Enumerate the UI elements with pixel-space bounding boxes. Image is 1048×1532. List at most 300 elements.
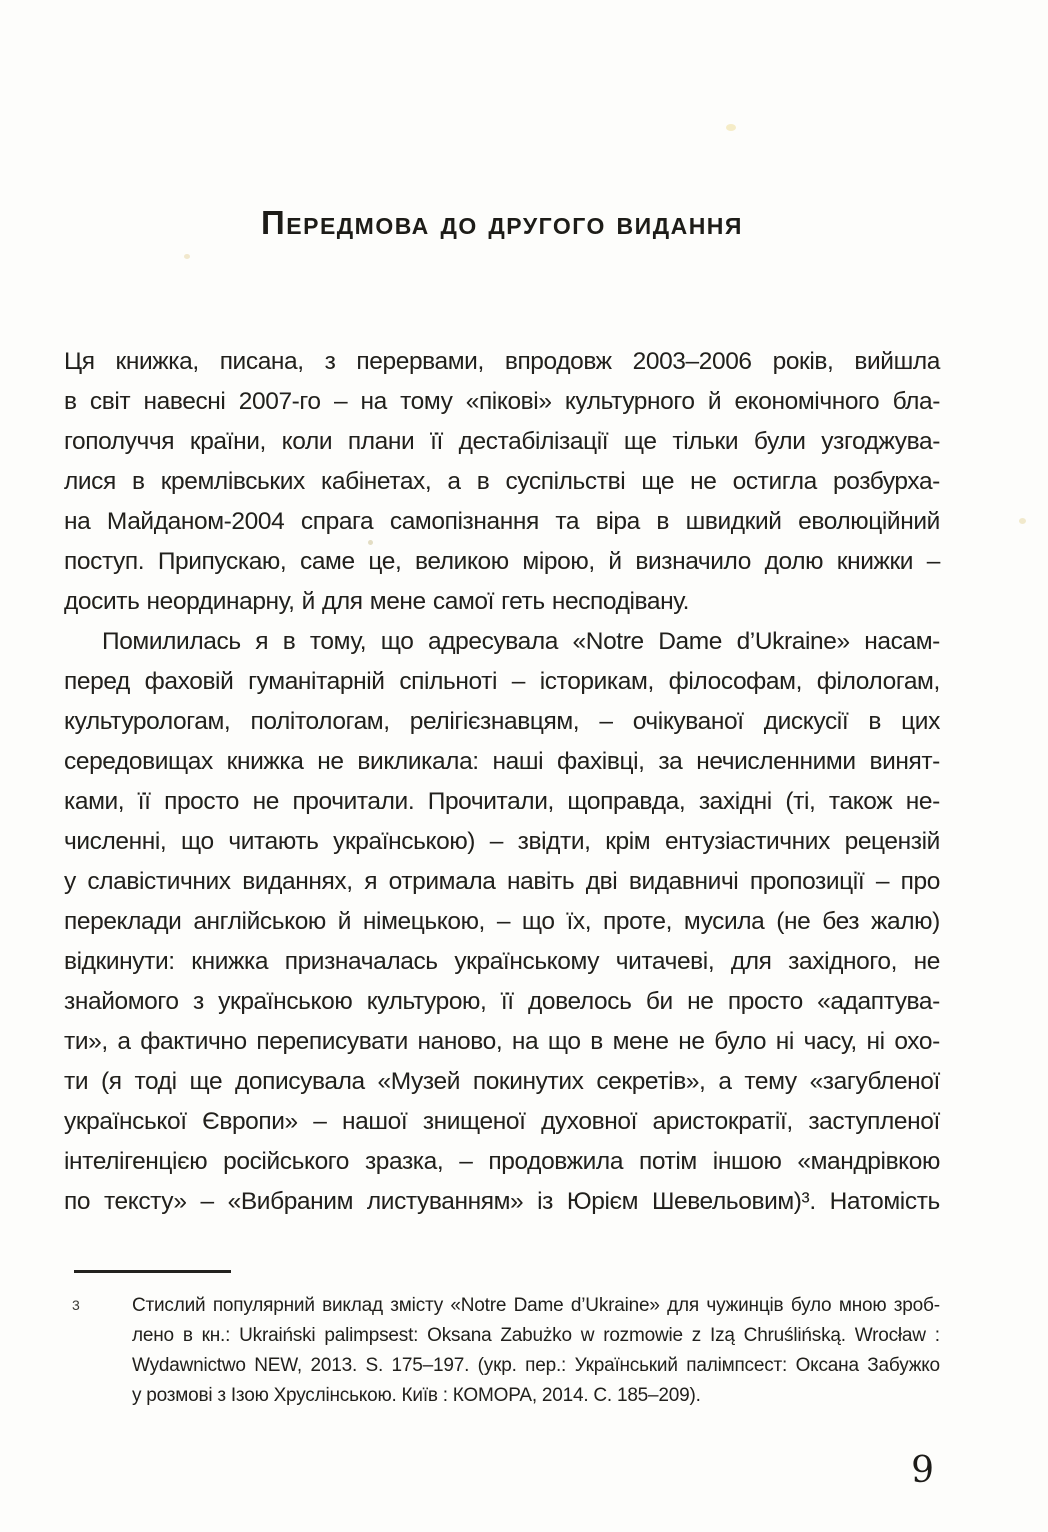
word: на — [64, 508, 91, 535]
word: культурологам, — [64, 708, 231, 735]
word: культурного — [564, 388, 695, 415]
word: дискусії — [763, 708, 849, 735]
word: (ті, — [785, 788, 816, 815]
word: суспільстві — [505, 468, 626, 495]
word: – — [459, 1148, 473, 1175]
word: середовищах — [64, 748, 213, 775]
word: Український — [574, 1355, 678, 1376]
word: визначило — [635, 548, 751, 575]
word: наші — [492, 748, 544, 775]
word: що — [181, 828, 214, 855]
word: 175–197. — [391, 1355, 470, 1376]
word: для — [667, 1295, 699, 1316]
word: пер.: — [525, 1355, 567, 1376]
word: тільки — [672, 428, 739, 455]
word: українською — [218, 988, 353, 1015]
scan-speck — [368, 540, 373, 545]
word: перервами, — [356, 348, 484, 375]
text-line — [64, 462, 940, 502]
word: еволюційний — [798, 508, 940, 535]
word: Dame — [513, 1295, 564, 1316]
word: лися — [64, 468, 116, 495]
word: їх, — [566, 908, 592, 935]
word: ентузіастичних — [664, 828, 830, 855]
word: ти — [64, 1068, 89, 1095]
word: – — [333, 388, 348, 415]
word: «Notre — [450, 1295, 507, 1316]
text-line — [64, 702, 940, 742]
word: Zabużko — [500, 1325, 572, 1346]
word: Хруслінською. — [273, 1385, 397, 1406]
word: й — [608, 548, 622, 575]
word: Wrocław — [854, 1325, 926, 1346]
word: було — [714, 1028, 767, 1055]
word: листуванням» — [366, 1188, 524, 1215]
word: поступ. — [64, 548, 145, 575]
word: «Вибраним — [227, 1188, 354, 1215]
word: гуманітарній — [248, 668, 385, 695]
word: Izą — [710, 1325, 735, 1346]
word: ще — [623, 428, 657, 455]
text-line — [64, 782, 940, 822]
word: книжка — [191, 948, 269, 975]
word: релігієзнавцям, — [409, 708, 580, 735]
word: а — [447, 468, 461, 495]
word: знайомого — [64, 988, 179, 1015]
word: (не — [776, 908, 811, 935]
word: аристократії, — [652, 1108, 793, 1135]
word: вийшла — [854, 348, 940, 375]
text-line — [132, 1321, 940, 1351]
chapter-heading: Передмова до другого видання — [261, 204, 743, 242]
word: самої — [432, 588, 495, 615]
word: Київ — [401, 1385, 438, 1406]
word: виклад — [322, 1295, 383, 1316]
word: остигла — [732, 468, 817, 495]
word: заступленої — [808, 1108, 940, 1135]
word: ще — [189, 1068, 223, 1095]
word: фактично — [140, 1028, 247, 1055]
word: переклади — [64, 908, 182, 935]
word: про — [900, 868, 940, 895]
word: просто — [164, 788, 240, 815]
word: w — [580, 1325, 595, 1346]
word: в — [476, 468, 490, 495]
word: духовної — [541, 1108, 637, 1135]
word: українською) — [333, 828, 476, 855]
word: перед — [64, 668, 130, 695]
word: мірою, — [522, 548, 595, 575]
footnote-separator — [74, 1270, 231, 1273]
word: часу, — [803, 1028, 857, 1055]
word: Європи» — [202, 1108, 298, 1135]
word: – — [496, 908, 511, 935]
word: впродовж — [504, 348, 612, 375]
word: «адаптува- — [817, 988, 940, 1015]
word: тексту» — [103, 1188, 187, 1215]
word: й — [337, 908, 352, 935]
word: не — [317, 748, 344, 775]
word: викликала: — [357, 748, 479, 775]
word: наново, — [417, 1028, 503, 1055]
word: історикам, — [539, 668, 654, 695]
word: – — [599, 708, 613, 735]
text-line — [132, 1381, 940, 1411]
word: ще — [641, 468, 675, 495]
word: дописувала — [235, 1068, 365, 1095]
word: не — [252, 788, 279, 815]
word: (укр. — [477, 1355, 517, 1376]
word: «мандрівкою — [797, 1148, 940, 1175]
word: західного, — [788, 948, 898, 975]
word: швидкий — [685, 508, 782, 535]
word: щоправда, — [567, 788, 686, 815]
word: філологам, — [816, 668, 940, 695]
word: – — [875, 868, 890, 895]
word: в — [132, 468, 145, 495]
word: – — [926, 548, 940, 575]
word: на — [360, 388, 387, 415]
word: мене — [612, 1028, 669, 1055]
word: численні, — [64, 828, 167, 855]
word: ні — [775, 1028, 794, 1055]
word: чужинців — [706, 1295, 784, 1316]
word: економічного — [734, 388, 880, 415]
word: політологам, — [250, 708, 390, 735]
word: фахівці, — [556, 748, 645, 775]
text-line — [64, 822, 940, 862]
word: винят- — [869, 748, 940, 775]
word: Юрієм — [566, 1188, 639, 1215]
scan-speck — [184, 254, 190, 259]
word: а — [117, 1028, 131, 1055]
word: навіть — [507, 868, 575, 895]
word: Стислий — [132, 1295, 206, 1316]
word: популярний — [212, 1295, 315, 1316]
word: ти», — [64, 1028, 108, 1055]
word: пропозиції — [749, 868, 865, 895]
word: тему — [744, 1068, 797, 1095]
word: з — [217, 1385, 226, 1406]
word: навесні — [143, 388, 226, 415]
word: долю — [764, 548, 824, 575]
word: Припускаю, — [157, 548, 287, 575]
word: років, — [772, 348, 834, 375]
word: читають — [228, 828, 319, 855]
word: й — [707, 388, 722, 415]
word: писана, — [219, 348, 304, 375]
page-number: 9 — [911, 1450, 934, 1491]
word: німецькою, — [362, 908, 485, 935]
text-line — [64, 982, 940, 1022]
scan-speck — [1019, 518, 1026, 524]
word: у — [132, 1385, 142, 1406]
word: – — [313, 1108, 327, 1135]
word: переписувати — [256, 1028, 408, 1055]
word: самопізнання — [389, 508, 539, 535]
word: в — [656, 508, 670, 535]
word: та — [555, 508, 580, 535]
word: виданнях, — [242, 868, 353, 895]
word: прочитали. — [292, 788, 415, 815]
word: українському — [454, 948, 600, 975]
word: – — [511, 668, 525, 695]
word: в — [182, 1325, 193, 1346]
word: книжки — [836, 548, 914, 575]
word: без — [822, 908, 860, 935]
word: тому, — [309, 628, 367, 655]
word: 2013. — [310, 1355, 358, 1376]
text-line — [64, 742, 940, 782]
word: для — [730, 948, 772, 975]
word: були — [753, 428, 806, 455]
word: КОМОРА, — [452, 1385, 537, 1406]
word: розмові — [146, 1385, 213, 1406]
word: й — [301, 588, 315, 615]
word: а — [718, 1068, 732, 1095]
word: Натомість — [829, 1188, 940, 1215]
text-line — [64, 902, 940, 942]
text-line — [64, 622, 940, 662]
word: розбурха- — [833, 468, 940, 495]
text-line — [64, 422, 940, 462]
word: мене — [369, 588, 426, 615]
word: я — [255, 628, 269, 655]
word: очікуваної — [632, 708, 744, 735]
word: з — [192, 988, 204, 1015]
word: не — [690, 468, 717, 495]
word: досить — [64, 588, 140, 615]
word: кабінетах, — [320, 468, 432, 495]
word: української — [64, 1108, 187, 1135]
word: в — [64, 388, 77, 415]
word: книжка, — [115, 348, 199, 375]
word: російського — [223, 1148, 350, 1175]
word: призначалась — [284, 948, 438, 975]
word: Ця — [64, 348, 95, 375]
word: palimpsest: — [324, 1325, 419, 1346]
word: мною — [838, 1295, 887, 1316]
text-line — [132, 1291, 940, 1321]
text-line — [64, 1182, 940, 1222]
footnote-text — [132, 1291, 940, 1411]
word: би — [645, 988, 673, 1015]
word: Wydawnictwo — [132, 1355, 246, 1376]
word: ні — [866, 1028, 885, 1055]
text-line — [132, 1351, 940, 1381]
word: продовжила — [488, 1148, 624, 1175]
word: Помилилась — [102, 628, 241, 655]
text-line — [64, 502, 940, 542]
word: не — [913, 948, 940, 975]
text-line — [64, 342, 940, 382]
word: отримала — [388, 868, 496, 895]
word: насам- — [864, 628, 940, 655]
word: по — [64, 1188, 91, 1215]
text-line — [64, 942, 940, 982]
word: її — [430, 428, 443, 455]
word: з — [324, 348, 336, 375]
word: відкинути: — [64, 948, 175, 975]
word: ками, — [64, 788, 125, 815]
word: західні — [698, 788, 772, 815]
word: довелось — [528, 988, 632, 1015]
word: читачеві, — [615, 948, 715, 975]
word: «пікові» — [465, 388, 552, 415]
word: Майданом-2004 — [106, 508, 285, 535]
text-line — [64, 582, 940, 622]
word: нечисленними — [696, 748, 856, 775]
word: лено — [132, 1325, 174, 1346]
word: Oksana — [427, 1325, 492, 1346]
word: також — [828, 788, 893, 815]
word: за — [658, 748, 683, 775]
word: палімпсест: — [686, 1355, 788, 1376]
word: мусила — [683, 908, 765, 935]
word: спільноті — [399, 668, 498, 695]
word: спрага — [300, 508, 374, 535]
word: «загубленої — [809, 1068, 940, 1095]
word: інтелігенцією — [64, 1148, 208, 1175]
scan-speck — [726, 124, 736, 131]
word: її — [137, 788, 151, 815]
footnote-marker: 3 — [72, 1297, 80, 1313]
word: : — [442, 1385, 448, 1406]
word: (я — [100, 1068, 122, 1095]
word: я — [364, 868, 378, 895]
word: це, — [368, 548, 402, 575]
text-line — [64, 1022, 940, 1062]
word: Шевельовим)³. — [651, 1188, 816, 1215]
word: – — [200, 1188, 214, 1215]
word: неординарну, — [146, 588, 295, 615]
word: із — [537, 1188, 554, 1215]
word: кн.: — [201, 1325, 231, 1346]
word: гополуччя — [64, 428, 175, 455]
word: узгоджува- — [821, 428, 940, 455]
text-line — [64, 862, 940, 902]
word: S. — [365, 1355, 384, 1376]
word: Dame — [658, 628, 723, 655]
word: тому — [400, 388, 453, 415]
word: книжка — [226, 748, 304, 775]
word: фаховій — [144, 668, 234, 695]
word: славістичних — [87, 868, 231, 895]
word: NEW, — [254, 1355, 303, 1376]
text-line — [64, 542, 940, 582]
word: 185–209). — [616, 1385, 701, 1406]
word: тоді — [134, 1068, 177, 1095]
word: несподівану. — [551, 588, 690, 615]
word: світ — [89, 388, 131, 415]
word: в — [868, 708, 882, 735]
word: проте, — [603, 908, 672, 935]
word: С. — [593, 1385, 613, 1406]
word: 2007-го — [238, 388, 321, 415]
word: потім — [638, 1148, 697, 1175]
word: її — [500, 988, 514, 1015]
word: адресувала — [428, 628, 558, 655]
word: геть — [501, 588, 545, 615]
word: знищеної — [422, 1108, 526, 1135]
word: секретів», — [596, 1068, 706, 1095]
word: звідти, — [517, 828, 591, 855]
word: 2014. — [541, 1385, 589, 1406]
word: просто — [727, 988, 803, 1015]
word: видавничі — [628, 868, 739, 895]
word: дестабілізації — [458, 428, 609, 455]
word: іншою — [712, 1148, 782, 1175]
word: «Notre — [572, 628, 644, 655]
word: було — [790, 1295, 832, 1316]
text-line — [64, 1102, 940, 1142]
word: Ukraiński — [239, 1325, 316, 1346]
word: країни, — [189, 428, 266, 455]
text-line — [64, 1062, 940, 1102]
word: «Музей — [377, 1068, 460, 1095]
text-line — [64, 382, 940, 422]
word: цих — [901, 708, 940, 735]
word: Ізою — [230, 1385, 269, 1406]
word: віра — [595, 508, 640, 535]
word: : — [934, 1325, 940, 1346]
word: нашої — [342, 1108, 408, 1135]
word: для — [321, 588, 363, 615]
word: зразка, — [364, 1148, 444, 1175]
word: англійською — [193, 908, 326, 935]
text-line — [64, 662, 940, 702]
word: зроб- — [893, 1295, 940, 1316]
word: що — [380, 628, 414, 655]
word: бла- — [892, 388, 940, 415]
word: змісту — [390, 1295, 444, 1316]
word: не — [687, 988, 714, 1015]
word: у — [64, 868, 76, 895]
word: коли — [281, 428, 333, 455]
word: – — [489, 828, 503, 855]
word: дві — [585, 868, 618, 895]
text-line — [64, 1142, 940, 1182]
word: кремлівських — [160, 468, 305, 495]
word: рецензій — [844, 828, 940, 855]
word: z — [691, 1325, 702, 1346]
word: не- — [905, 788, 940, 815]
word: що — [547, 1028, 581, 1055]
word: культурою, — [366, 988, 487, 1015]
word: 2003–2006 — [632, 348, 752, 375]
word: d’Ukraine» — [570, 1295, 660, 1316]
word: в — [590, 1028, 603, 1055]
word: d’Ukraine» — [736, 628, 850, 655]
word: покинутих — [472, 1068, 584, 1095]
body-text — [64, 342, 940, 1222]
word: Прочитали, — [427, 788, 554, 815]
word: крім — [605, 828, 651, 855]
word: на — [511, 1028, 539, 1055]
word: Забужко — [867, 1355, 940, 1376]
word: філософам, — [668, 668, 803, 695]
word: саме — [299, 548, 355, 575]
word: жалю) — [871, 908, 940, 935]
word: охо- — [894, 1028, 940, 1055]
word: Chruślińską. — [743, 1325, 846, 1346]
word: не — [678, 1028, 705, 1055]
word: Оксана — [795, 1355, 859, 1376]
word: rozmowie — [603, 1325, 683, 1346]
word: що — [521, 908, 555, 935]
word: великою — [415, 548, 509, 575]
word: в — [282, 628, 296, 655]
